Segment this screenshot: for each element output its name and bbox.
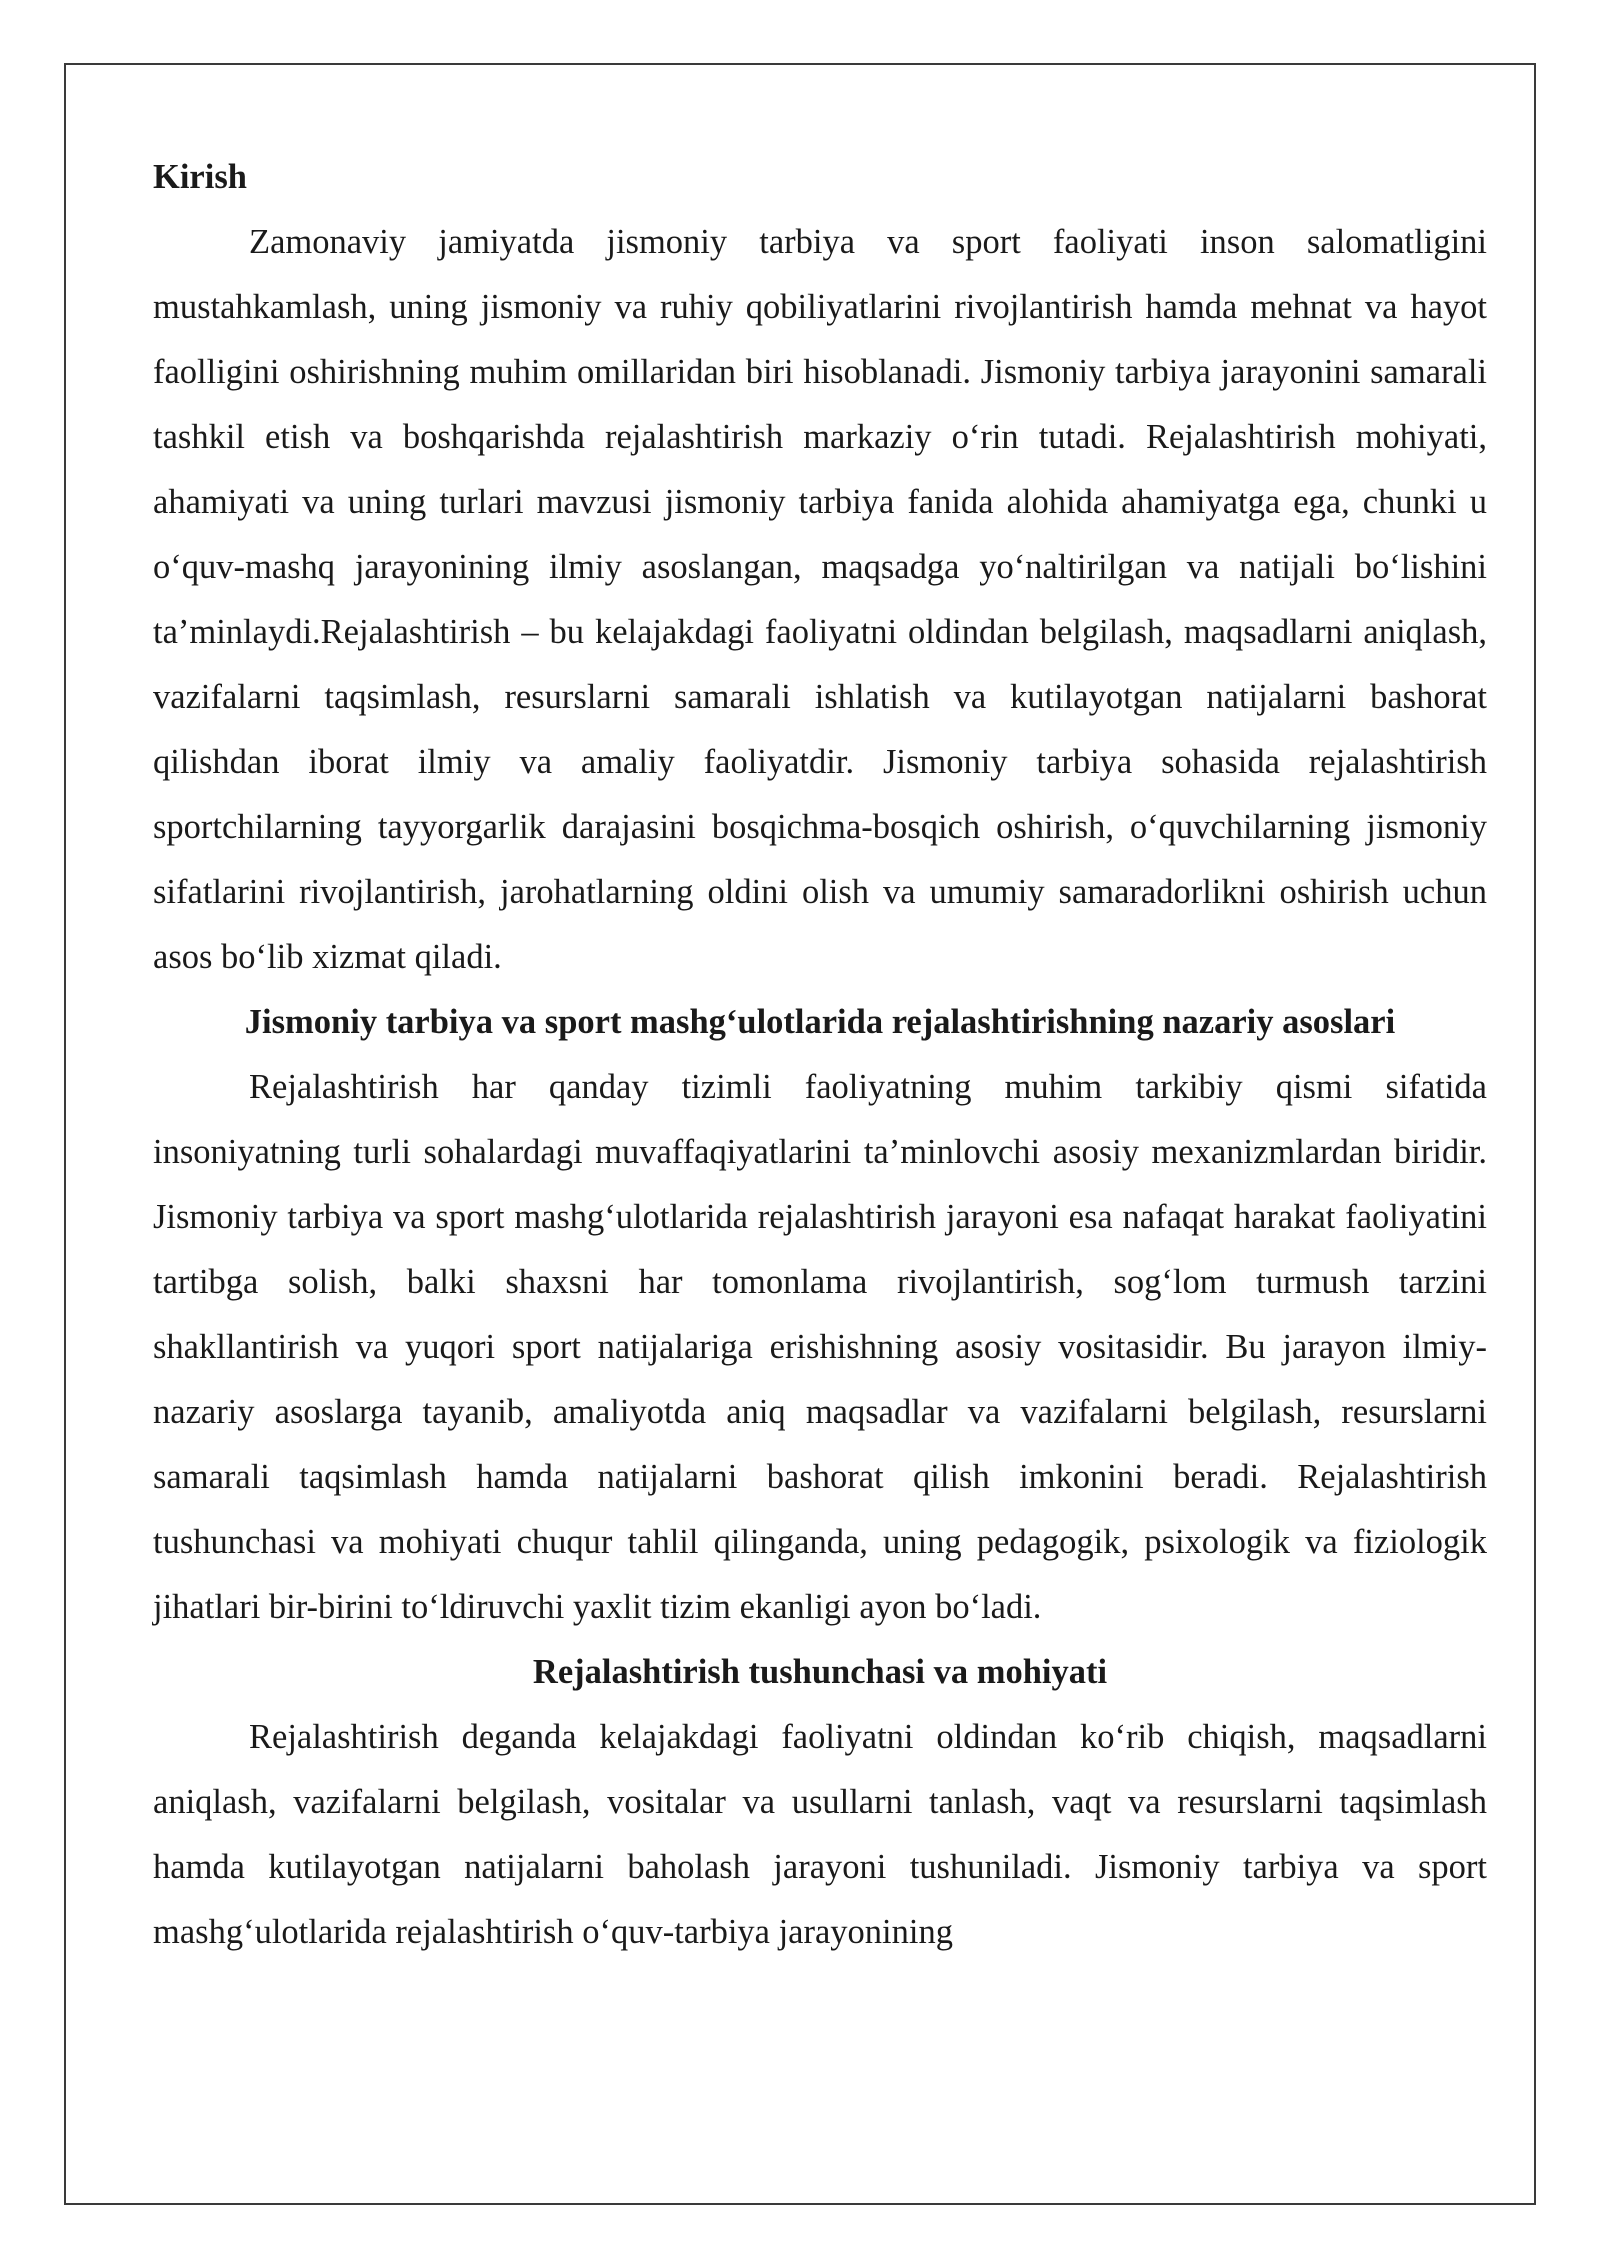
intro-paragraph: Zamonaviy jamiyatda jismoniy tarbiya va sport faoliyati inson salomatligini mustahkamlash, uning jismoniy va ruhiy qobiliyatlarini rivojlantirish hamda mehnat va hayot faolligini oshirishning muhim omillaridan biri hisoblanadi. Jismoniy tarbiya jarayonini samarali tashkil etish va boshqarishda rejalashtirish markaziy o‘rin tutadi. Rejalashtirish mohiyati, ahamiyati va uning turlari mavzusi jismoniy tarbiya fanida alohida ahamiyatga ega, chunki u o‘quv-mashq jarayonining ilmiy asoslangan, maqsadga yo‘naltirilgan va natijali bo‘lishini ta’minlaydi.Rejalashtirish – bu kelajakdagi faoliyatni oldindan belgilash, maqsadlarni aniqlash, vazifalarni taqsimlash, resurslarni samarali ishlatish va kutilayotgan natijalarni bashorat qilishdan iborat ilmiy va amaliy faoliyatdir. Jismoniy tarbiya sohasida rejalashtirish sportchilarning tayyorgarlik darajasini bosqichma-bosqich oshirish, o‘quvchilarning jismoniy sifatlarini rivojlantirish, jarohatlarning oldini olish va umumiy samaradorlikni oshirish uchun asos bo‘lib xizmat qiladi. <box>153 223 1487 976</box>
document-body <box>153 145 1487 1965</box>
section2-paragraph: Rejalashtirish deganda kelajakdagi faoliyatni oldindan ko‘rib chiqish, maqsadlarni aniqlash, vazifalarni belgilash, vositalar va usullarni tanlash, vaqt va resurslarni taqsimlash hamda kutilayotgan natijalarni baholash jarayoni tushuniladi. Jismoniy tarbiya va sport mashg‘ulotlarida rejalashtirish o‘quv-tarbiya jarayonining <box>153 1718 1487 1951</box>
section2-heading: Rejalashtirish tushunchasi va mohiyati <box>532 1653 1108 1691</box>
section1-heading: Jismoniy tarbiya va sport mashg‘ulotlarida rejalashtirishning nazariy asoslari <box>244 1003 1396 1041</box>
intro-heading: Kirish <box>153 158 247 196</box>
section1-paragraph: Rejalashtirish har qanday tizimli faoliyatning muhim tarkibiy qismi sifatida insoniyatning turli sohalardagi muvaffaqiyatlarini ta’minlovchi asosiy mexanizmlardan biridir. Jismoniy tarbiya va sport mashg‘ulotlarida rejalashtirish jarayoni esa nafaqat harakat faoliyatini tartibga solish, balki shaxsni har tomonlama rivojlantirish, sog‘lom turmush tarzini shakllantirish va yuqori sport natijalariga erishishning asosiy vositasidir. Bu jarayon ilmiy-nazariy asoslarga tayanib, amaliyotda aniq maqsadlar va vazifalarni belgilash, resurslarni samarali taqsimlash hamda natijalarni bashorat qilish imkonini beradi. Rejalashtirish tushunchasi va mohiyati chuqur tahlil qilinganda, uning pedagogik, psixologik va fiziologik jihatlari bir-birini to‘ldiruvchi yaxlit tizim ekanligi ayon bo‘ladi. <box>153 1068 1487 1626</box>
